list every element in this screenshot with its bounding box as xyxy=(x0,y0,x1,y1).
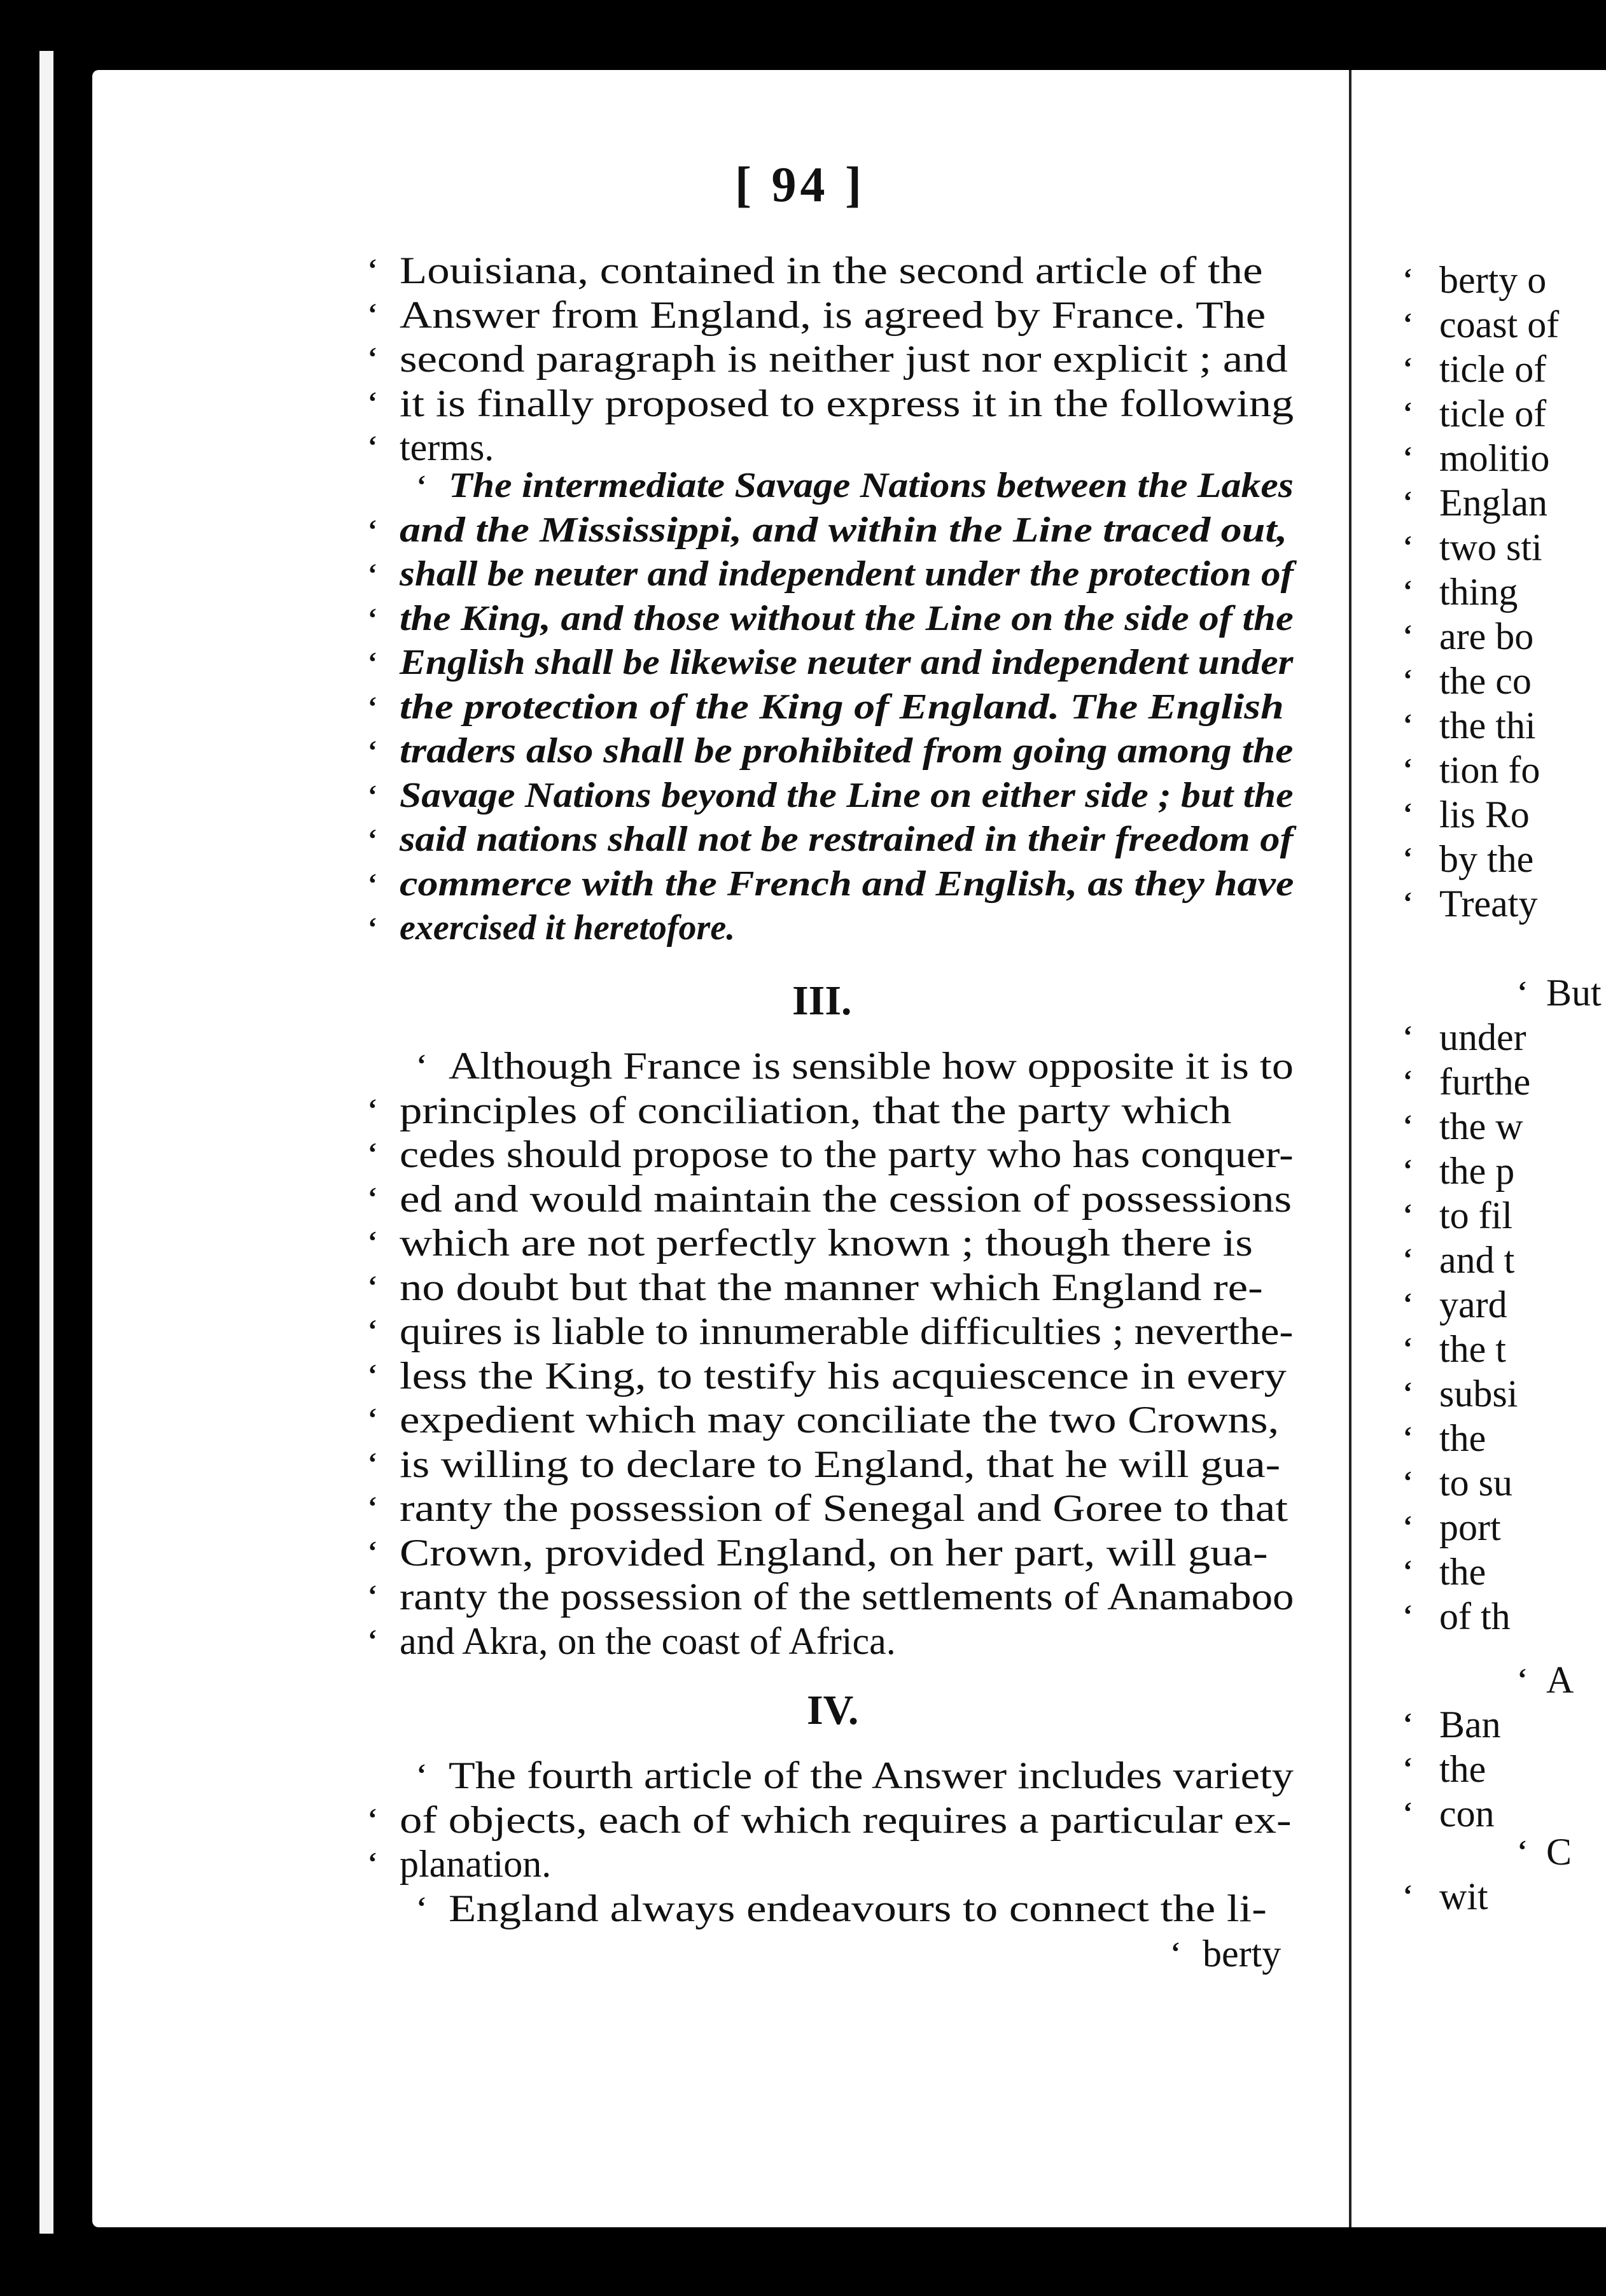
facing-page-line: port xyxy=(1439,1506,1501,1548)
facing-page-line: thing xyxy=(1439,571,1518,613)
quotation-mark: ‘ xyxy=(1403,619,1413,650)
quotation-mark: ‘ xyxy=(1403,441,1413,472)
quotation-mark: ‘ xyxy=(1403,753,1413,784)
quotation-mark: ‘ xyxy=(1403,1555,1413,1586)
quotation-mark: ‘ xyxy=(368,867,377,899)
quotation-mark: ‘ xyxy=(368,386,377,417)
quotation-mark: ‘ xyxy=(1403,886,1413,918)
facing-page-line: Ban xyxy=(1439,1704,1501,1746)
page-number: [ 94 ] xyxy=(735,157,865,212)
section-heading: IV. xyxy=(807,1687,859,1733)
quotation-mark: ‘ xyxy=(368,430,377,461)
quotation-mark: ‘ xyxy=(1403,396,1413,428)
quotation-mark: ‘ xyxy=(1403,797,1413,829)
facing-page-line: and t xyxy=(1439,1239,1515,1281)
quotation-mark: ‘ xyxy=(417,1049,426,1080)
facing-page-line: tion fo xyxy=(1439,749,1540,791)
quotation-mark: ‘ xyxy=(417,470,426,501)
facing-page-line: berty o xyxy=(1439,259,1547,301)
facing-page-line: the xyxy=(1439,1551,1486,1593)
quotation-mark: ‘ xyxy=(368,647,377,678)
quotation-mark: ‘ xyxy=(1403,1599,1413,1630)
facing-page-line: to su xyxy=(1439,1462,1513,1504)
body-line: expedient which may conciliate the two Crowns, xyxy=(400,1399,1280,1441)
quotation-mark: ‘ xyxy=(1403,1198,1413,1229)
quotation-mark: ‘ xyxy=(368,1579,377,1611)
body-line: terms. xyxy=(400,426,494,468)
quotation-mark: ‘ xyxy=(368,779,377,811)
quotation-mark: ‘ xyxy=(368,912,377,943)
facing-page-line: of th xyxy=(1439,1595,1511,1637)
facing-page-line: the co xyxy=(1439,660,1532,702)
quotation-mark: ‘ xyxy=(1518,1835,1527,1866)
quotation-mark: ‘ xyxy=(368,342,377,373)
facing-page-line: subsi xyxy=(1439,1373,1518,1415)
body-line: quires is liable to innumerable difficulties ; neverthe- xyxy=(400,1310,1294,1352)
facing-page-line: yard xyxy=(1439,1284,1507,1326)
body-line: it is finally proposed to express it in the following xyxy=(400,382,1294,424)
quotation-mark: ‘ xyxy=(1403,1510,1413,1541)
quotation-mark: ‘ xyxy=(368,1270,377,1301)
facing-page-line: A xyxy=(1546,1659,1574,1701)
body-line: England always endeavours to connect the li- xyxy=(449,1887,1267,1929)
facing-page-line: coast of xyxy=(1439,304,1560,346)
quotation-mark: ‘ xyxy=(1403,1154,1413,1185)
quoted-line: shall be neuter and independent under the protection of xyxy=(400,554,1294,594)
quotation-mark: ‘ xyxy=(1403,1421,1413,1452)
quoted-line: English shall be likewise neuter and independent under xyxy=(400,643,1294,682)
quotation-mark: ‘ xyxy=(1518,1663,1527,1694)
quoted-line: The intermediate Savage Nations between the Lakes xyxy=(449,466,1294,505)
quotation-mark: ‘ xyxy=(1403,1243,1413,1274)
body-line: and Akra, on the coast of Africa. xyxy=(400,1620,896,1662)
facing-page-line: the w xyxy=(1439,1105,1523,1147)
facing-page-line: under xyxy=(1439,1016,1526,1058)
quotation-mark: ‘ xyxy=(368,690,377,722)
quotation-mark: ‘ xyxy=(1403,1020,1413,1051)
quotation-mark: ‘ xyxy=(368,1358,377,1390)
quotation-mark: ‘ xyxy=(1403,1796,1413,1828)
quotation-mark: ‘ xyxy=(1403,664,1413,695)
body-line: is willing to declare to England, that he will gua- xyxy=(400,1443,1281,1485)
quoted-line: the King, and those without the Line on the side of the xyxy=(400,598,1294,638)
quoted-line: Savage Nations beyond the Line on either side ; but the xyxy=(400,775,1294,815)
body-line: less the King, to testify his acquiescence in every xyxy=(400,1354,1287,1397)
quotation-mark: ‘ xyxy=(1403,1707,1413,1739)
facing-page-line: the t xyxy=(1439,1328,1506,1370)
quotation-mark: ‘ xyxy=(1171,1936,1180,1968)
facing-page-line: the thi xyxy=(1439,704,1536,746)
quotation-mark: ‘ xyxy=(368,514,377,545)
facing-page-line: furthe xyxy=(1439,1061,1531,1103)
facing-page-line: two sti xyxy=(1439,526,1542,568)
quotation-mark: ‘ xyxy=(368,1535,377,1567)
body-line: Answer from England, is agreed by France. The xyxy=(400,293,1266,336)
quotation-mark: ‘ xyxy=(1403,1466,1413,1497)
facing-page-line: con xyxy=(1439,1793,1495,1835)
quotation-mark: ‘ xyxy=(368,1446,377,1478)
quotation-mark: ‘ xyxy=(1403,1065,1413,1096)
quotation-mark: ‘ xyxy=(1403,1879,1413,1910)
quotation-mark: ‘ xyxy=(368,1137,377,1168)
body-line: The fourth article of the Answer includes variety xyxy=(449,1754,1294,1796)
quotation-mark: ‘ xyxy=(1403,1109,1413,1140)
body-line: Although France is sensible how opposite it is to xyxy=(449,1045,1294,1087)
facing-page-line: molitio xyxy=(1439,437,1550,479)
quotation-mark: ‘ xyxy=(368,735,377,766)
quotation-mark: ‘ xyxy=(368,1847,377,1878)
quotation-mark: ‘ xyxy=(1403,708,1413,739)
quoted-line: said nations shall not be restrained in their freedom of xyxy=(400,820,1294,859)
facing-page-line: ticle of xyxy=(1439,348,1547,390)
body-line: of objects, each of which requires a particular ex- xyxy=(400,1798,1292,1841)
catchword: berty xyxy=(1203,1933,1281,1975)
quotation-mark: ‘ xyxy=(1403,1376,1413,1408)
facing-page-line: are bo xyxy=(1439,615,1534,657)
quotation-mark: ‘ xyxy=(368,1314,377,1345)
facing-page-line: the xyxy=(1439,1417,1486,1459)
quotation-mark: ‘ xyxy=(417,1758,426,1789)
facing-page-line: to fil xyxy=(1439,1194,1512,1236)
body-line: which are not perfectly known ; though there is xyxy=(400,1222,1253,1264)
quotation-mark: ‘ xyxy=(1403,263,1413,294)
quotation-mark: ‘ xyxy=(368,1403,377,1434)
body-line: Crown, provided England, on her part, will gua- xyxy=(400,1531,1268,1574)
quotation-mark: ‘ xyxy=(368,1226,377,1257)
quotation-mark: ‘ xyxy=(1403,842,1413,873)
quoted-line: exercised it heretofore. xyxy=(400,908,736,948)
quotation-mark: ‘ xyxy=(1403,307,1413,339)
facing-page-line: the xyxy=(1439,1748,1486,1790)
body-line: planation. xyxy=(400,1843,552,1885)
facing-page-line: lis Ro xyxy=(1439,794,1530,836)
quotation-mark: ‘ xyxy=(368,1181,377,1213)
quoted-line: commerce with the French and English, as they have xyxy=(400,864,1294,904)
quotation-mark: ‘ xyxy=(368,253,377,284)
body-line: ed and would maintain the cession of possessions xyxy=(400,1177,1292,1220)
quotation-mark: ‘ xyxy=(1403,1332,1413,1363)
quotation-mark: ‘ xyxy=(368,1093,377,1124)
quotation-mark: ‘ xyxy=(1403,1752,1413,1783)
body-line: no doubt but that the manner which England re- xyxy=(400,1266,1263,1308)
quotation-mark: ‘ xyxy=(1403,575,1413,606)
quoted-line: the protection of the King of England. The English xyxy=(400,687,1284,727)
body-line: second paragraph is neither just nor explicit ; and xyxy=(400,338,1288,380)
body-line: principles of conciliation, that the party which xyxy=(400,1089,1232,1131)
quotation-mark: ‘ xyxy=(368,1802,377,1834)
facing-page-line: ticle of xyxy=(1439,393,1547,435)
quotation-mark: ‘ xyxy=(417,1891,426,1922)
quotation-mark: ‘ xyxy=(368,558,377,589)
facing-page-line: by the xyxy=(1439,838,1534,880)
facing-page-line: C xyxy=(1546,1831,1572,1873)
facing-page-line: wit xyxy=(1439,1875,1488,1917)
facing-page-line: But xyxy=(1546,972,1602,1014)
body-line: Louisiana, contained in the second article of the xyxy=(400,249,1263,291)
quoted-line: traders also shall be prohibited from going among the xyxy=(400,731,1294,771)
quotation-mark: ‘ xyxy=(368,823,377,855)
quotation-mark: ‘ xyxy=(368,602,377,634)
facing-page-line: Treaty xyxy=(1439,883,1538,925)
quoted-line: and the Mississippi, and within the Line traced out, xyxy=(400,510,1288,550)
quotation-mark: ‘ xyxy=(1403,486,1413,517)
body-line: cedes should propose to the party who has conquer- xyxy=(400,1133,1294,1175)
section-heading: III. xyxy=(792,977,852,1024)
quotation-mark: ‘ xyxy=(1403,1287,1413,1319)
body-line: ranty the possession of the settlements of Anamaboo xyxy=(400,1576,1294,1618)
body-line: ranty the possession of Senegal and Goree to that xyxy=(400,1487,1288,1529)
quotation-mark: ‘ xyxy=(1403,352,1413,383)
quotation-mark: ‘ xyxy=(368,1491,377,1522)
facing-page-line: Englan xyxy=(1439,482,1547,524)
quotation-mark: ‘ xyxy=(1403,530,1413,561)
quotation-mark: ‘ xyxy=(368,1623,377,1655)
facing-page-line: the p xyxy=(1439,1150,1515,1192)
quotation-mark: ‘ xyxy=(368,297,377,329)
quotation-mark: ‘ xyxy=(1518,976,1527,1007)
